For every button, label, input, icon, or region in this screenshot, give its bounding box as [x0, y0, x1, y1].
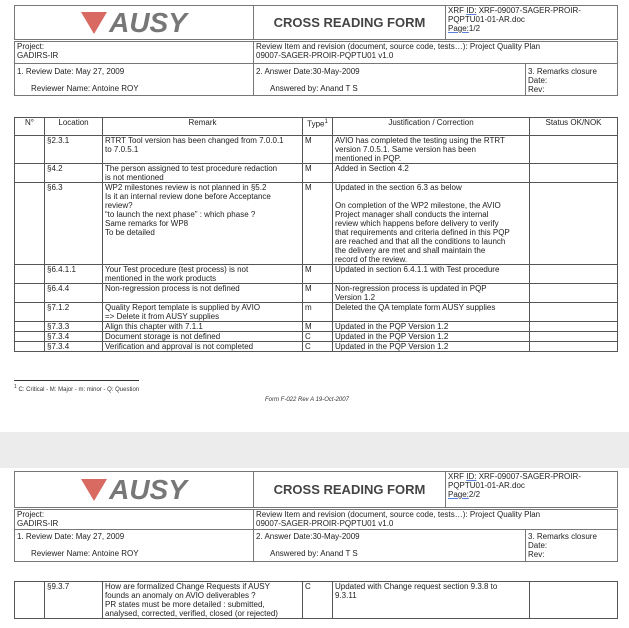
- cell-remark: [103, 136, 303, 164]
- xrf-id-cell-2: [446, 472, 618, 508]
- closure-date-label-2: Date:: [528, 541, 548, 550]
- form-reference: [265, 397, 349, 403]
- ausy-logo: [17, 8, 251, 38]
- answer-date: 2. Answer Date:30-May-2009: [256, 67, 360, 76]
- cell-no: [15, 582, 45, 619]
- review-item-label: Review Item and revision (document, source code, tests…): Project Quality Plan: [256, 42, 541, 51]
- remark-line: Verification and approval is not completed: [105, 342, 254, 351]
- cell-justification: [333, 164, 530, 183]
- page-label: Page:: [448, 24, 469, 33]
- closure-rev-label-2: Rev:: [528, 550, 545, 559]
- cell-location: §7.1.2: [45, 303, 103, 322]
- cell-type: C: [303, 332, 333, 342]
- table-row: [15, 164, 618, 183]
- cell-justification: [333, 265, 530, 284]
- table-row: [15, 136, 618, 164]
- remarks-table-2: [14, 581, 618, 619]
- justification-line: Version 1.2: [335, 293, 376, 302]
- project-cell: [15, 42, 254, 64]
- justification-line: Updated in the PQP Version 1.2: [335, 342, 449, 351]
- cell-no: [15, 164, 45, 183]
- review-date: 1. Review Date: May 27, 2009: [17, 67, 125, 76]
- cell-justification: [333, 332, 530, 342]
- cell-type: M: [303, 322, 333, 332]
- xrf-label: XRF: [448, 6, 467, 15]
- answer-date-cell: [254, 64, 526, 96]
- cell-remark: [103, 322, 303, 332]
- project-label: Project:: [17, 42, 45, 51]
- page-gap: [0, 432, 629, 468]
- justification-line: Updated in section 6.4.1.1 with Test procedure: [335, 265, 500, 274]
- justification-line: [335, 192, 527, 201]
- cell-no: [15, 136, 45, 164]
- cell-justification: [333, 303, 530, 322]
- justification-line: 9.3.11: [335, 591, 357, 600]
- closure-rev-label: Rev:: [528, 85, 545, 94]
- cell-remark: [103, 342, 303, 352]
- col-no-header: N°: [15, 118, 45, 136]
- remark-line: Quality Report template is supplied by AVIO: [105, 303, 261, 312]
- review-item-value: 09007-SAGER-PROIR-PQPTU01 v1.0: [256, 51, 394, 60]
- justification-line: Updated with Change request section 9.3.8 to: [335, 582, 498, 591]
- answer-date-cell-2: [254, 530, 526, 562]
- company-name-2: AUSY: [109, 474, 187, 505]
- cell-type: C: [303, 582, 333, 619]
- cell-location: §6.3: [45, 183, 103, 265]
- logo-cell-2: [15, 472, 254, 508]
- form-title-cell-2: [254, 472, 446, 508]
- cell-location: §7.3.4: [45, 332, 103, 342]
- form-title-cell: [254, 6, 446, 40]
- table-header-row: [15, 118, 618, 136]
- remark-line: WP2 milestones review is not planned in §5.2: [105, 183, 267, 192]
- review-item-label-2: Review Item and revision (document, source code, tests…): Project Quality Plan: [256, 510, 541, 519]
- remarks-closure-cell: [526, 64, 618, 96]
- closure-date-label: Date:: [528, 76, 548, 85]
- logo-cell: [15, 6, 254, 40]
- remark-line: Your Test procedure (test process) is not: [105, 265, 249, 274]
- page-number-2: 2/2: [468, 490, 481, 499]
- review-item-cell: [254, 42, 618, 64]
- justification-line: Non-regression process is updated in PQP: [335, 284, 487, 293]
- justification-line: version 7.0.5.1. Same version has been: [335, 145, 476, 154]
- cell-no: [15, 342, 45, 352]
- xrf-label-2: XRF: [448, 472, 467, 481]
- info-table: [14, 41, 618, 96]
- justification-line: the delivery are met and shall maintain the: [335, 246, 486, 255]
- project-label-2: Project:: [17, 510, 45, 519]
- remark-line: analysed, corrected, verified, closed (or rejected): [105, 609, 278, 618]
- cell-location: §9.3.7: [45, 582, 103, 619]
- cell-location: §4.2: [45, 164, 103, 183]
- review-item-cell-2: [254, 510, 618, 530]
- cell-justification: [333, 342, 530, 352]
- table-body-2: [15, 582, 618, 619]
- cell-status: [530, 342, 618, 352]
- cell-type: C: [303, 342, 333, 352]
- table-row: [15, 303, 618, 322]
- justification-line: AVIO has completed the testing using the RTRT: [335, 136, 505, 145]
- justification-line: are reached and that all the conditions to launch: [335, 237, 506, 246]
- cell-type: M: [303, 284, 333, 303]
- cell-justification: [333, 183, 530, 265]
- table-row: [15, 582, 618, 619]
- answered-by-2: Answered by: Anand T S: [270, 549, 358, 558]
- cell-remark: [103, 183, 303, 265]
- table-body: [15, 136, 618, 352]
- justification-line: On completion of the WP2 milestone, the AVIO: [335, 201, 501, 210]
- project-cell-2: [15, 510, 254, 530]
- justification-line: Project manager shall conducts the internal: [335, 210, 489, 219]
- xrf-id-cell: [446, 6, 618, 40]
- xrf-id-value: XRF-09007-SAGER-PROIR-PQPTU01-01-AR.doc: [448, 6, 581, 24]
- cell-type: M: [303, 136, 333, 164]
- remark-line: => Delete it from AUSY supplies: [105, 312, 220, 321]
- reviewer-name: Reviewer Name: Antoine ROY: [31, 84, 139, 93]
- footnote-separator: [14, 380, 139, 381]
- cell-remark: [103, 303, 303, 322]
- company-name: AUSY: [109, 7, 187, 38]
- answered-by: Answered by: Anand T S: [270, 84, 358, 93]
- cell-justification: [333, 582, 530, 619]
- xrf-id-label-2: ID:: [466, 472, 477, 481]
- remark-line: The person assigned to test procedure redaction: [105, 164, 278, 173]
- cell-type: M: [303, 265, 333, 284]
- cell-status: [530, 284, 618, 303]
- cell-location: §7.3.4: [45, 342, 103, 352]
- remarks-table: [14, 117, 618, 352]
- remark-line: RTRT Tool version has been changed from 7.0.0.1: [105, 136, 284, 145]
- remarks-closure-cell-2: [526, 530, 618, 562]
- form-title: CROSS READING FORM: [273, 14, 426, 30]
- remark-line: Non-regression process is not defined: [105, 284, 240, 293]
- remark-line: mentioned in the work products: [105, 274, 217, 283]
- cell-remark: [103, 582, 303, 619]
- remarks-closure-2: 3. Remarks closure: [528, 532, 597, 541]
- cell-location: §6.4.4: [45, 284, 103, 303]
- cell-remark: [103, 164, 303, 183]
- form-header-2: [14, 471, 618, 508]
- table-row: [15, 183, 618, 265]
- page-number: 1/2: [468, 24, 481, 33]
- cell-type: m: [303, 303, 333, 322]
- form-reference-text: Form F-022 Rev A 19-Oct-2007: [265, 397, 349, 403]
- justification-line: Updated in the PQP Version 1.2: [335, 332, 449, 341]
- answer-date-2: 2. Answer Date:30-May-2009: [256, 532, 360, 541]
- type-footnote-ref: 1: [324, 119, 328, 125]
- cell-status: [530, 322, 618, 332]
- col-type-header: [303, 118, 333, 136]
- cell-no: [15, 303, 45, 322]
- justification-line: Deleted the QA template form AUSY supplies: [335, 303, 496, 312]
- justification-line: Updated in the section 6.3 as below: [335, 183, 462, 192]
- cell-justification: [333, 136, 530, 164]
- cell-status: [530, 303, 618, 322]
- cell-status: [530, 582, 618, 619]
- cell-no: [15, 322, 45, 332]
- justification-line: review which happens before delivery to verify: [335, 219, 499, 228]
- page-label-2: Page:: [448, 490, 469, 499]
- review-date-2: 1. Review Date: May 27, 2009: [17, 532, 125, 541]
- info-table-2: [14, 509, 618, 562]
- justification-line: record of the review.: [335, 255, 408, 264]
- remarks-closure: 3. Remarks closure: [528, 67, 597, 76]
- footnote: [14, 384, 139, 393]
- justification-line: mentioned in PQP.: [335, 154, 402, 163]
- remark-line: How are formalized Change Requests if AUSY: [105, 582, 270, 591]
- cell-no: [15, 183, 45, 265]
- justification-line: Updated in the PQP Version 1.2: [335, 322, 449, 331]
- project-value: GADIRS-IR: [17, 51, 59, 60]
- table-row: [15, 332, 618, 342]
- remark-line: “to launch the next phase” : which phase ?: [105, 210, 256, 219]
- ausy-logo-2: [17, 475, 251, 505]
- col-remark-header: Remark: [103, 118, 303, 136]
- cell-status: [530, 183, 618, 265]
- reviewer-name-2: Reviewer Name: Antoine ROY: [31, 549, 139, 558]
- remark-line: Document storage is not defined: [105, 332, 221, 341]
- justification-line: that requirements and criteria defined in this PQP: [335, 228, 510, 237]
- cell-location: §7.3.3: [45, 322, 103, 332]
- logo-triangle-icon: [81, 479, 107, 501]
- project-value-2: GADIRS-IR: [17, 519, 59, 528]
- col-status-header: Status OK/NOK: [530, 118, 618, 136]
- review-date-cell: [15, 64, 254, 96]
- cell-status: [530, 136, 618, 164]
- xrf-id-label: ID:: [466, 6, 477, 15]
- table-row: [15, 342, 618, 352]
- justification-line: Added in Section 4.2: [335, 164, 409, 173]
- cell-status: [530, 164, 618, 183]
- remark-line: Is it an internal review done before Acceptance: [105, 192, 271, 201]
- table-row: [15, 322, 618, 332]
- col-location-header: Location: [45, 118, 103, 136]
- review-item-value-2: 09007-SAGER-PROIR-PQPTU01 v1.0: [256, 519, 394, 528]
- cell-remark: [103, 265, 303, 284]
- cell-justification: [333, 284, 530, 303]
- cell-remark: [103, 284, 303, 303]
- cell-status: [530, 265, 618, 284]
- cell-location: §6.4.1.1: [45, 265, 103, 284]
- remark-line: to 7.0.5.1: [105, 145, 139, 154]
- remark-line: Same remarks for WP8: [105, 219, 189, 228]
- remark-line: PR states must be more detailed : submitted,: [105, 600, 265, 609]
- page-2: [0, 468, 629, 628]
- table-row: [15, 284, 618, 303]
- col-justification-header: Justification / Correction: [333, 118, 530, 136]
- review-date-cell-2: [15, 530, 254, 562]
- cell-remark: [103, 332, 303, 342]
- table-row: [15, 265, 618, 284]
- logo-triangle-icon: [81, 12, 107, 34]
- cell-justification: [333, 322, 530, 332]
- remark-line: review?: [105, 201, 133, 210]
- xrf-id-value-2: XRF-09007-SAGER-PROIR-PQPTU01-01-AR.doc: [448, 472, 581, 490]
- footnote-text: C: Critical - M: Major - m: minor - Q: Question: [16, 387, 140, 393]
- form-title-2: CROSS READING FORM: [273, 481, 426, 497]
- remark-line: Align this chapter with 7.1.1: [105, 322, 203, 331]
- cell-type: M: [303, 183, 333, 265]
- remark-line: To be detailed: [105, 228, 155, 237]
- cell-no: [15, 265, 45, 284]
- cell-no: [15, 284, 45, 303]
- form-header: [14, 5, 618, 40]
- footnote-marker: 1: [14, 384, 17, 390]
- type-header-text: Type: [307, 119, 325, 129]
- cell-type: M: [303, 164, 333, 183]
- cell-location: §2.3.1: [45, 136, 103, 164]
- cell-status: [530, 332, 618, 342]
- cell-no: [15, 332, 45, 342]
- remark-line: founds an anomaly on AVIO deliverables ?: [105, 591, 256, 600]
- remark-line: is not mentioned: [105, 173, 164, 182]
